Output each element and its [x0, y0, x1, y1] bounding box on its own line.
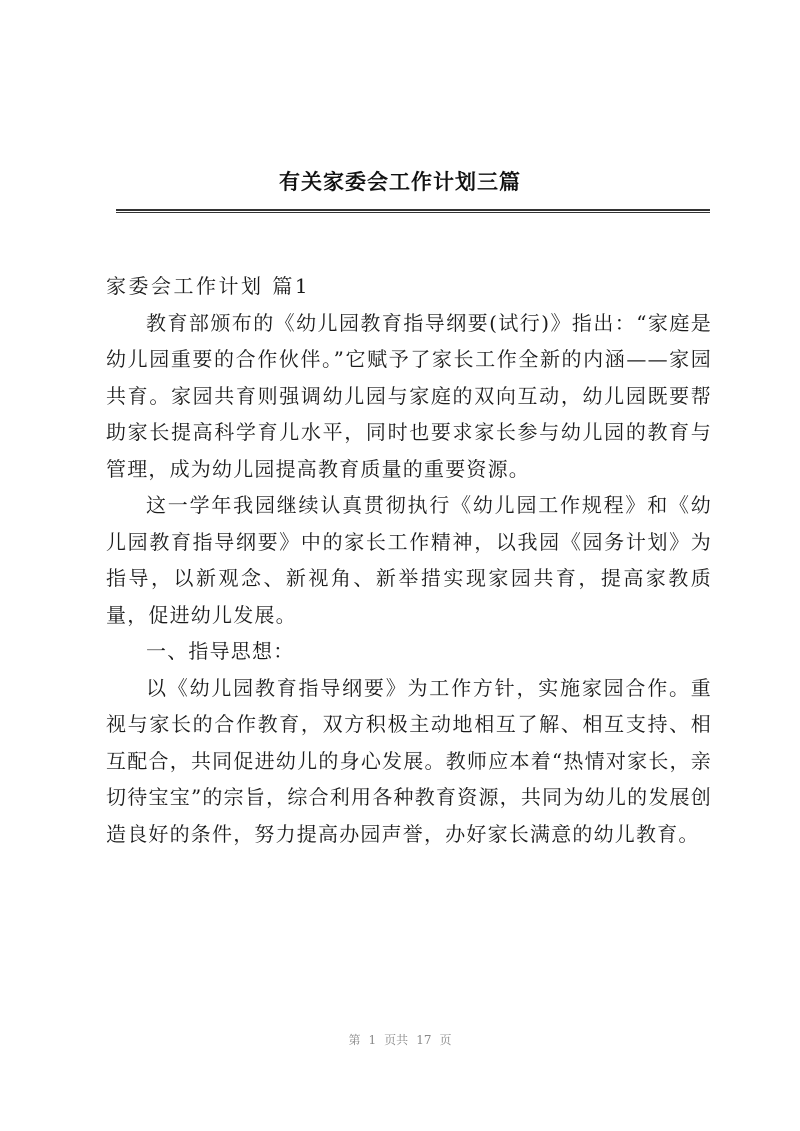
section-heading: 家委会工作计划 篇1 — [106, 274, 311, 298]
page-label-middle: 页共 — [384, 1033, 409, 1047]
page-label-prefix: 第 — [348, 1033, 361, 1047]
title-underline — [116, 209, 710, 213]
page-number-footer — [0, 1031, 800, 1048]
paragraph-plan: 这一学年我园继续认真贯彻执行《幼儿园工作规程》和《幼儿园教育指导纲要》中的家长工作精神，以我园《园务计划》为指导，以新观念、新视角、新举措实现家园共育，提高家教质量，促进幼儿发展。 — [106, 493, 712, 627]
paragraph-guiding-ideas: 以《幼儿园教育指导纲要》为工作方针，实施家园合作。重视与家长的合作教育，双方积极主动地相互了解、相互支持、相互配合，共同促进幼儿的身心发展。教师应本着“热情对家长，亲切待宝宝”的宗旨，综合利用各种教育资源，共同为幼儿的发展创造良好的条件，努力提高办园声誉，办好家长满意的幼儿教育。 — [106, 675, 712, 846]
document-body — [106, 268, 712, 852]
document-title: 有关家委会工作计划三篇 — [279, 170, 521, 194]
paragraph-intro: 教育部颁布的《幼儿园教育指导纲要(试行)》指出：“家庭是幼儿园重要的合作伙伴。”它赋予了家长工作全新的内涵——家园共育。家园共育则强调幼儿园与家庭的双向互动，幼儿园既要帮助家长提高科学育儿水平，同时也要求家长参与幼儿园的教育与管理，成为幼儿园提高教育质量的重要资源。 — [106, 310, 712, 481]
total-pages-number: 17 — [416, 1033, 432, 1047]
page-label-suffix: 页 — [439, 1033, 452, 1047]
subheading-guiding-ideas: 一、指导思想： — [146, 639, 295, 663]
current-page-number: 1 — [368, 1033, 377, 1047]
